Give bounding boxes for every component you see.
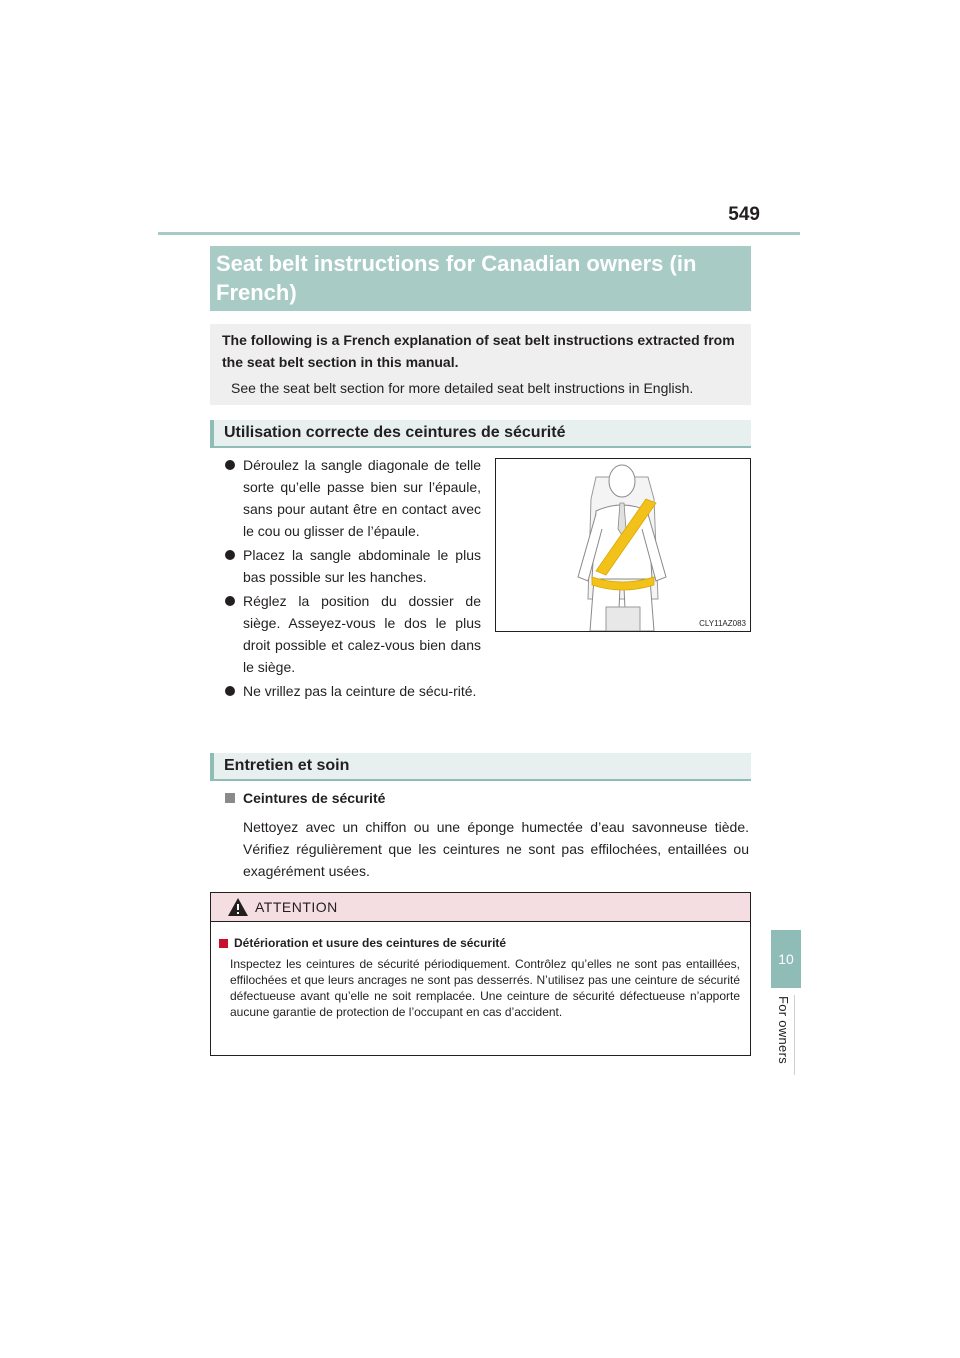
section-heading-care: Entretien et soin bbox=[210, 753, 751, 781]
warning-triangle-icon bbox=[227, 897, 249, 917]
list-item: Placez la sangle abdominale le plus bas possible sur les hanches. bbox=[223, 544, 481, 588]
warning-header bbox=[211, 893, 750, 922]
subheading-text: Ceintures de sécurité bbox=[243, 790, 386, 806]
section-heading-usage: Utilisation correcte des ceintures de sécurité bbox=[210, 420, 751, 448]
intro-box bbox=[210, 324, 751, 405]
care-paragraph: Nettoyez avec un chiffon ou une éponge humectée d’eau savonneuse tiède. Vérifiez régulièrement que les ceintures ne sont pas effilochées, entaillées ou exagérément usées. bbox=[243, 819, 749, 879]
warning-text: Inspectez les ceintures de sécurité périodiquement. Contrôlez qu’elles ne sont pas entaillées, effilochées et que leurs ancrages ne sont pas desserrés. N’utilisez pas une ceinture de sécurité défectueuse avant qu’elle ne soit remplacée. Une ceinture de sécurité défectueuse n’apporte aucune garantie de protection de l’occupant en cas d’accident. bbox=[230, 957, 740, 1019]
list-item: Déroulez la sangle diagonale de telle sorte qu’elle passe bien sur l’épaule, sans pour autant être en contact avec le cou ou glisser de l’épaule. bbox=[223, 454, 481, 542]
side-divider bbox=[794, 995, 795, 1075]
chapter-tab: 10 bbox=[771, 930, 801, 988]
square-bullet-icon bbox=[225, 793, 235, 803]
warning-box bbox=[210, 892, 751, 1056]
page-number: 549 bbox=[728, 204, 760, 225]
intro-text: The following is a French explanation of seat belt instructions extracted from the seat belt section in this manual. bbox=[222, 332, 735, 370]
seated-person-drawing bbox=[496, 459, 750, 631]
page-title: Seat belt instructions for Canadian owners (in French) bbox=[216, 251, 697, 305]
intro-subtext: See the seat belt section for more detailed seat belt instructions in English. bbox=[231, 380, 694, 396]
list-item: Réglez la position du dossier de siège. Asseyez-vous le dos le plus droit possible et calez-vous bien dans le siège. bbox=[223, 590, 481, 678]
warning-subheading-text: Détérioration et usure des ceintures de sécurité bbox=[234, 936, 507, 950]
subheading-seatbelts bbox=[225, 790, 385, 806]
chapter-label: For owners bbox=[776, 996, 791, 1065]
header-rule bbox=[158, 232, 800, 235]
figure-code: CLY11AZ083 bbox=[699, 619, 746, 628]
usage-bullet-list bbox=[223, 454, 481, 704]
red-square-icon bbox=[219, 939, 228, 948]
title-banner bbox=[210, 246, 751, 311]
seat-belt-illustration bbox=[495, 458, 751, 632]
warning-label: ATTENTION bbox=[255, 899, 338, 915]
list-item: Ne vrillez pas la ceinture de sécu-rité. bbox=[223, 680, 481, 702]
warning-subheading bbox=[219, 936, 750, 950]
